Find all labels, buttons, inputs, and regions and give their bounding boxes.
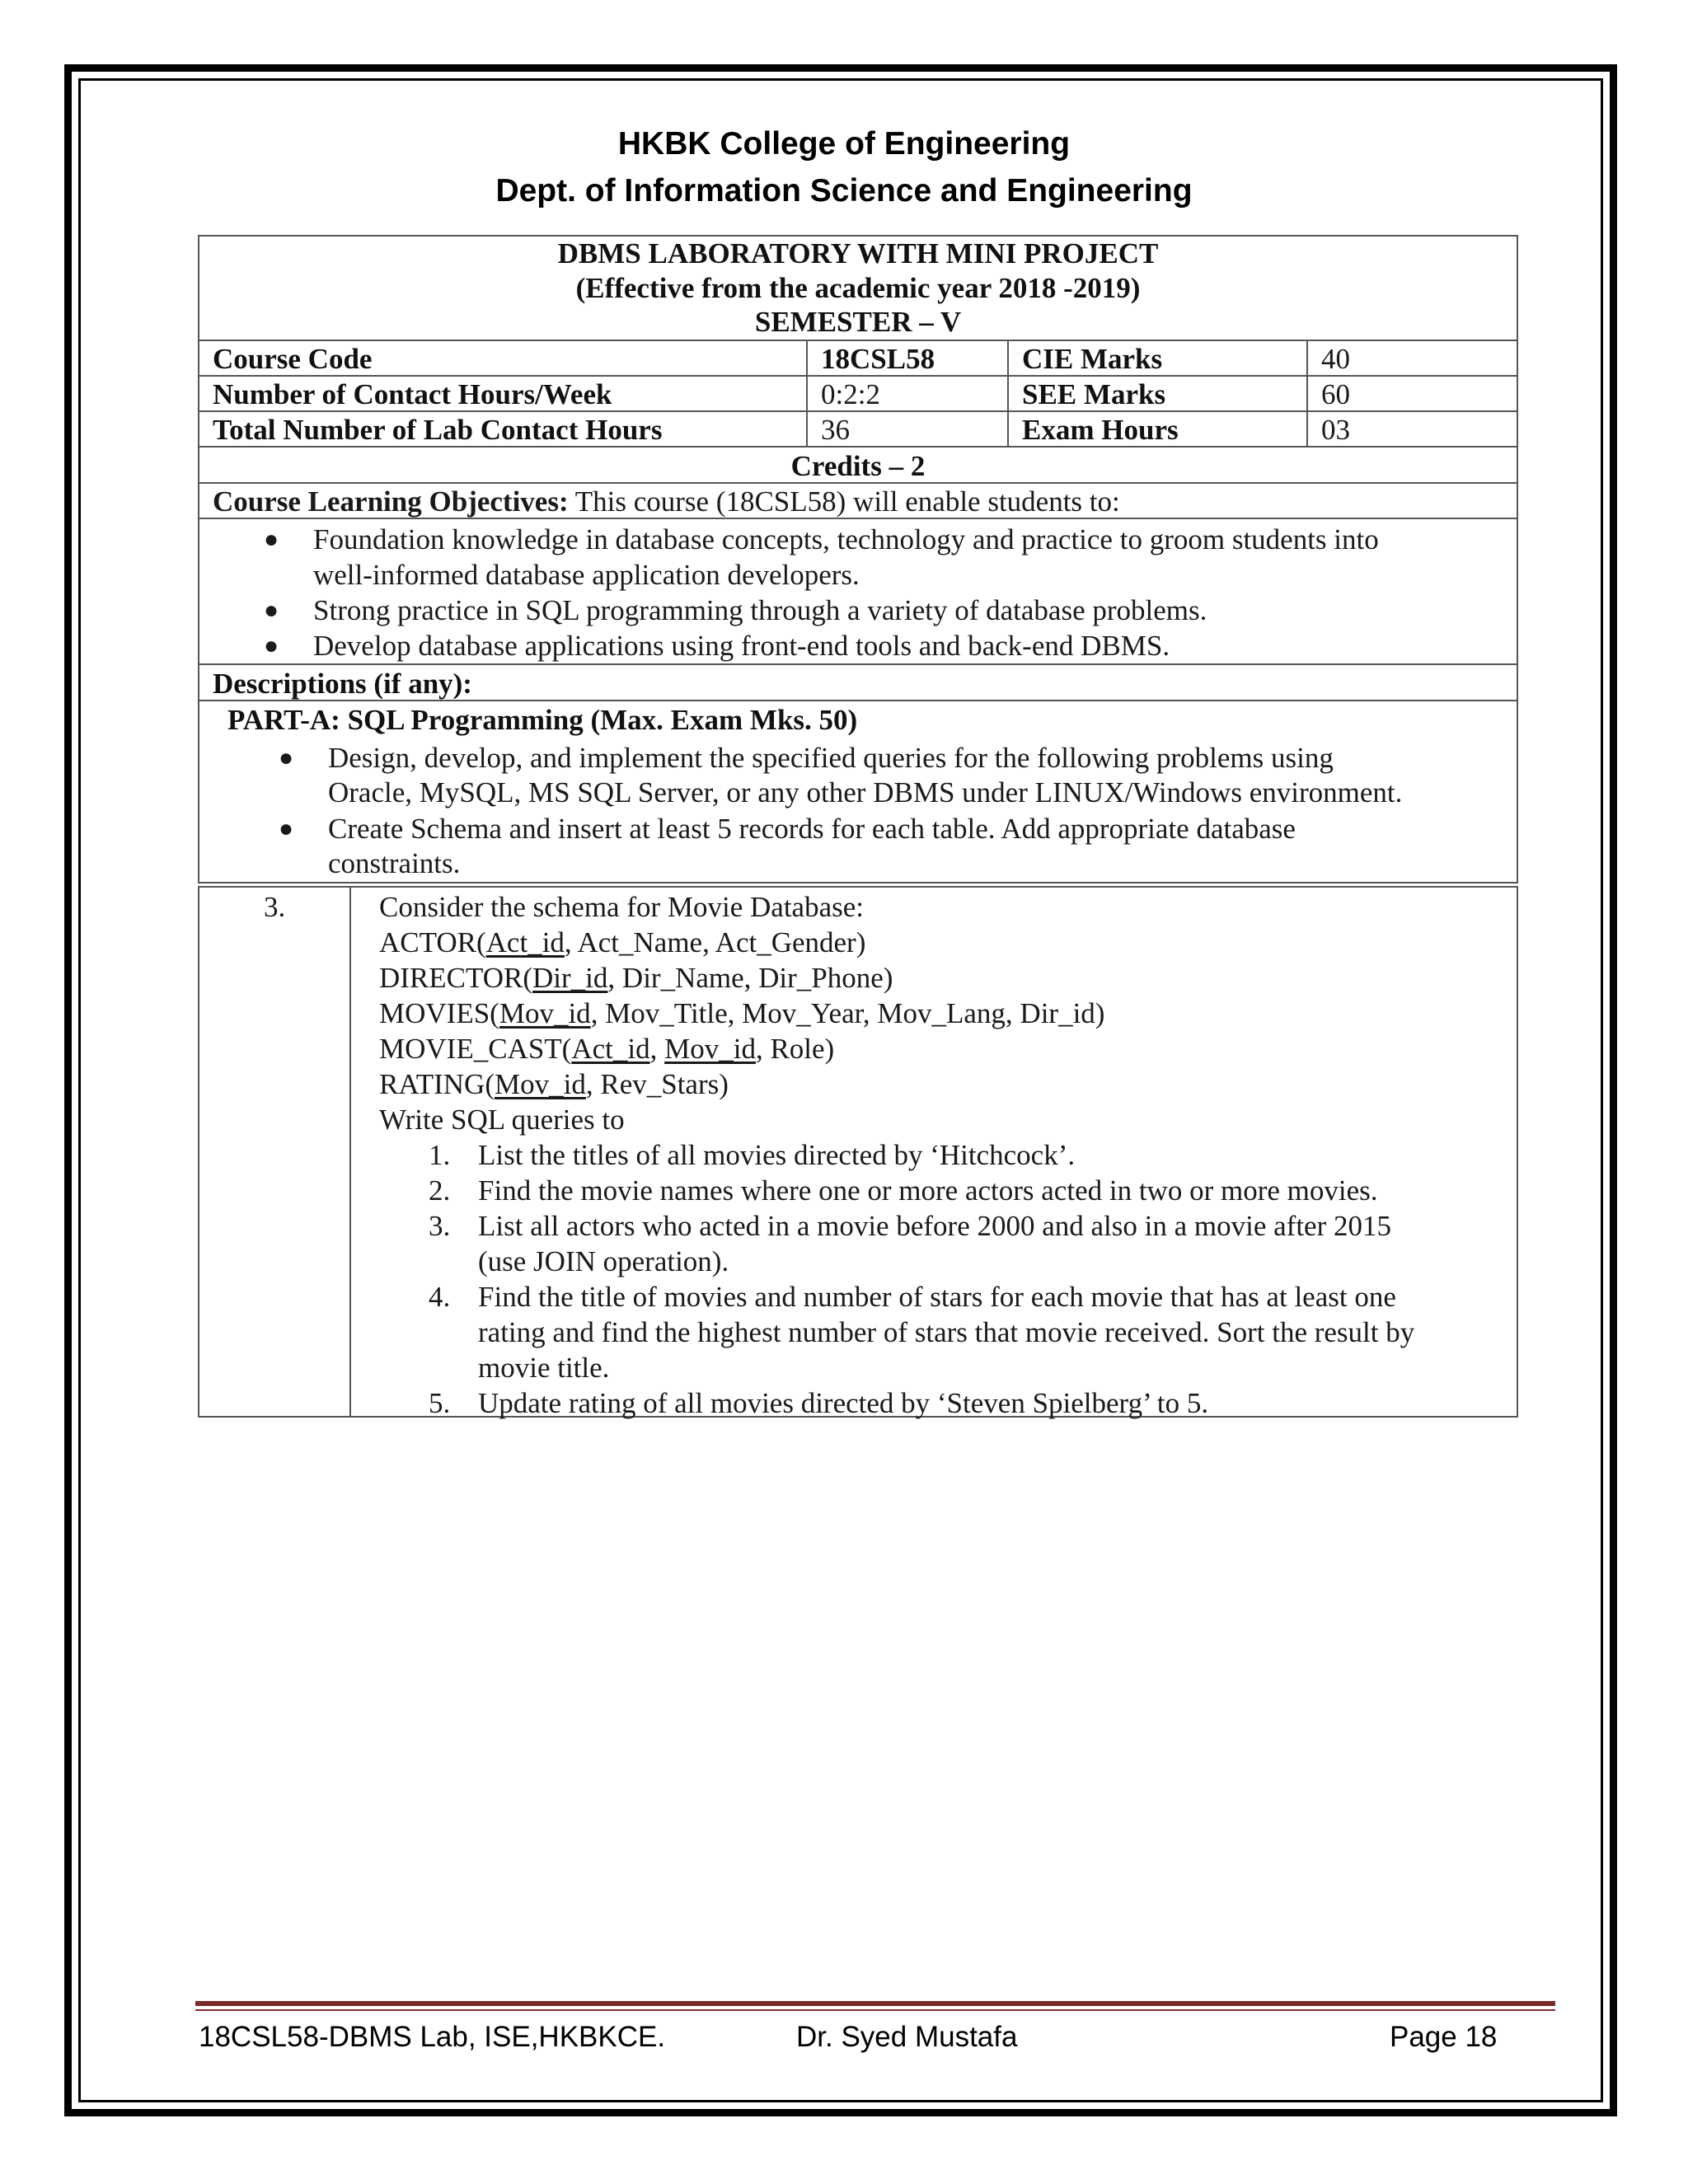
footer-page-number: Page 18 xyxy=(1390,2021,1498,2053)
schema-movies-attrs: , Mov_Title, Mov_Year, Mov_Lang, Dir_id) xyxy=(590,997,1105,1029)
schema-rating-attrs: , Rev_Stars) xyxy=(585,1068,729,1100)
schema-director-attrs: , Dir_Name, Dir_Phone) xyxy=(607,962,893,994)
schema-movies-key: Mov_id xyxy=(499,997,591,1029)
see-marks-label: SEE Marks xyxy=(1022,378,1166,410)
schema-director-key: Dir_id xyxy=(532,962,608,994)
exam-hours-value: 03 xyxy=(1321,414,1350,446)
query-4-line-2: rating and find the highest number of stars that movie received. Sort the result by xyxy=(478,1316,1415,1348)
course-semester: SEMESTER – V xyxy=(754,306,962,338)
objective-2: Strong practice in SQL programming through a variety of database problems. xyxy=(313,594,1207,626)
schema-movie-cast xyxy=(379,1034,834,1063)
objectives-label: Course Learning Objectives: xyxy=(213,485,569,518)
objective-1-line-2: well-informed database application developers. xyxy=(313,559,860,591)
part-a-bullet-1-line-1: Design, develop, and implement the specified queries for the following problems using xyxy=(328,742,1334,774)
part-a-bullet-1-line-2: Oracle, MySQL, MS SQL Server, or any other DBMS under LINUX/Windows environment. xyxy=(328,776,1403,808)
schema-movies-name: MOVIES( xyxy=(379,997,499,1029)
cie-marks-value: 40 xyxy=(1321,343,1350,375)
footer-course: 18CSL58-DBMS Lab, ISE,HKBKCE. xyxy=(199,2021,666,2053)
descriptions-label: Descriptions (if any): xyxy=(213,668,472,700)
schema-movie-cast-name: MOVIE_CAST( xyxy=(379,1033,572,1065)
college-name: HKBK College of Engineering xyxy=(617,126,1071,162)
lab-hours-value: 36 xyxy=(821,414,850,446)
schema-movie-cast-key-2: Mov_id xyxy=(664,1033,756,1065)
schema-actor xyxy=(379,928,865,957)
contact-hours-label: Number of Contact Hours/Week xyxy=(213,378,612,410)
objective-1-line-1: Foundation knowledge in database concepts, technology and practice to groom students into xyxy=(313,523,1379,555)
objectives-intro: This course (18CSL58) will enable students to: xyxy=(568,485,1120,518)
schema-movies xyxy=(379,999,1104,1028)
footer-rule xyxy=(195,2001,1555,2006)
lab-hours-label: Total Number of Lab Contact Hours xyxy=(213,414,663,446)
see-marks-value: 60 xyxy=(1321,378,1350,410)
query-3-line-2: (use JOIN operation). xyxy=(478,1245,729,1277)
schema-director xyxy=(379,963,893,992)
course-title: DBMS LABORATORY WITH MINI PROJECT xyxy=(557,237,1159,269)
bullet-icon: ● xyxy=(279,744,294,771)
course-code-value: 18CSL58 xyxy=(821,343,935,375)
query-4-line-3: movie title. xyxy=(478,1352,610,1384)
query-2: Find the movie names where one or more actors acted in two or more movies. xyxy=(478,1174,1378,1207)
schema-actor-key: Act_id xyxy=(485,926,565,958)
contact-hours-value: 0:2:2 xyxy=(821,378,880,410)
schema-rating xyxy=(379,1070,729,1099)
part-a-bullet-2-line-2: constraints. xyxy=(328,847,461,879)
schema-movie-cast-sep: , xyxy=(649,1033,665,1065)
query-number: 5. xyxy=(429,1387,451,1419)
objective-3: Develop database applications using front-end tools and back-end DBMS. xyxy=(313,630,1170,662)
course-code-label: Course Code xyxy=(213,343,373,375)
query-number: 2. xyxy=(429,1174,451,1207)
schema-actor-name: ACTOR( xyxy=(379,926,486,958)
problem-number: 3. xyxy=(264,891,286,923)
course-effective-year: (Effective from the academic year 2018 -2019) xyxy=(575,272,1141,304)
cie-marks-label: CIE Marks xyxy=(1022,343,1163,375)
department-name: Dept. of Information Science and Engineering xyxy=(495,173,1193,209)
part-a-heading: PART-A: SQL Programming (Max. Exam Mks. 50) xyxy=(227,704,858,736)
credits: Credits – 2 xyxy=(790,450,926,482)
objectives-heading xyxy=(213,487,1120,516)
query-1: List the titles of all movies directed by ‘Hitchcock’. xyxy=(478,1139,1076,1171)
schema-rating-name: RATING( xyxy=(379,1068,495,1100)
bullet-icon: ● xyxy=(264,597,279,624)
schema-actor-attrs: , Act_Name, Act_Gender) xyxy=(564,926,866,958)
schema-director-name: DIRECTOR( xyxy=(379,962,533,994)
footer-rule-thin xyxy=(195,2009,1555,2011)
exam-hours-label: Exam Hours xyxy=(1022,414,1179,446)
schema-movie-cast-key-1: Act_id xyxy=(571,1033,650,1065)
write-queries-intro: Write SQL queries to xyxy=(379,1104,625,1136)
bullet-icon: ● xyxy=(264,632,279,659)
bullet-icon: ● xyxy=(264,526,279,553)
query-5: Update rating of all movies directed by ‘Steven Spielberg’ to 5. xyxy=(478,1387,1209,1419)
query-number: 1. xyxy=(429,1139,451,1171)
bullet-icon: ● xyxy=(279,815,294,842)
part-a-bullet-2-line-1: Create Schema and insert at least 5 records for each table. Add appropriate database xyxy=(328,813,1296,845)
query-number: 3. xyxy=(429,1210,451,1242)
schema-movie-cast-attrs: , Role) xyxy=(755,1033,835,1065)
problem-intro: Consider the schema for Movie Database: xyxy=(379,891,865,923)
query-4-line-1: Find the title of movies and number of stars for each movie that has at least one xyxy=(478,1281,1396,1313)
query-3-line-1: List all actors who acted in a movie before 2000 and also in a movie after 2015 xyxy=(478,1210,1391,1242)
query-number: 4. xyxy=(429,1281,451,1313)
schema-rating-key: Mov_id xyxy=(494,1068,586,1100)
footer-author: Dr. Syed Mustafa xyxy=(796,2021,1018,2053)
